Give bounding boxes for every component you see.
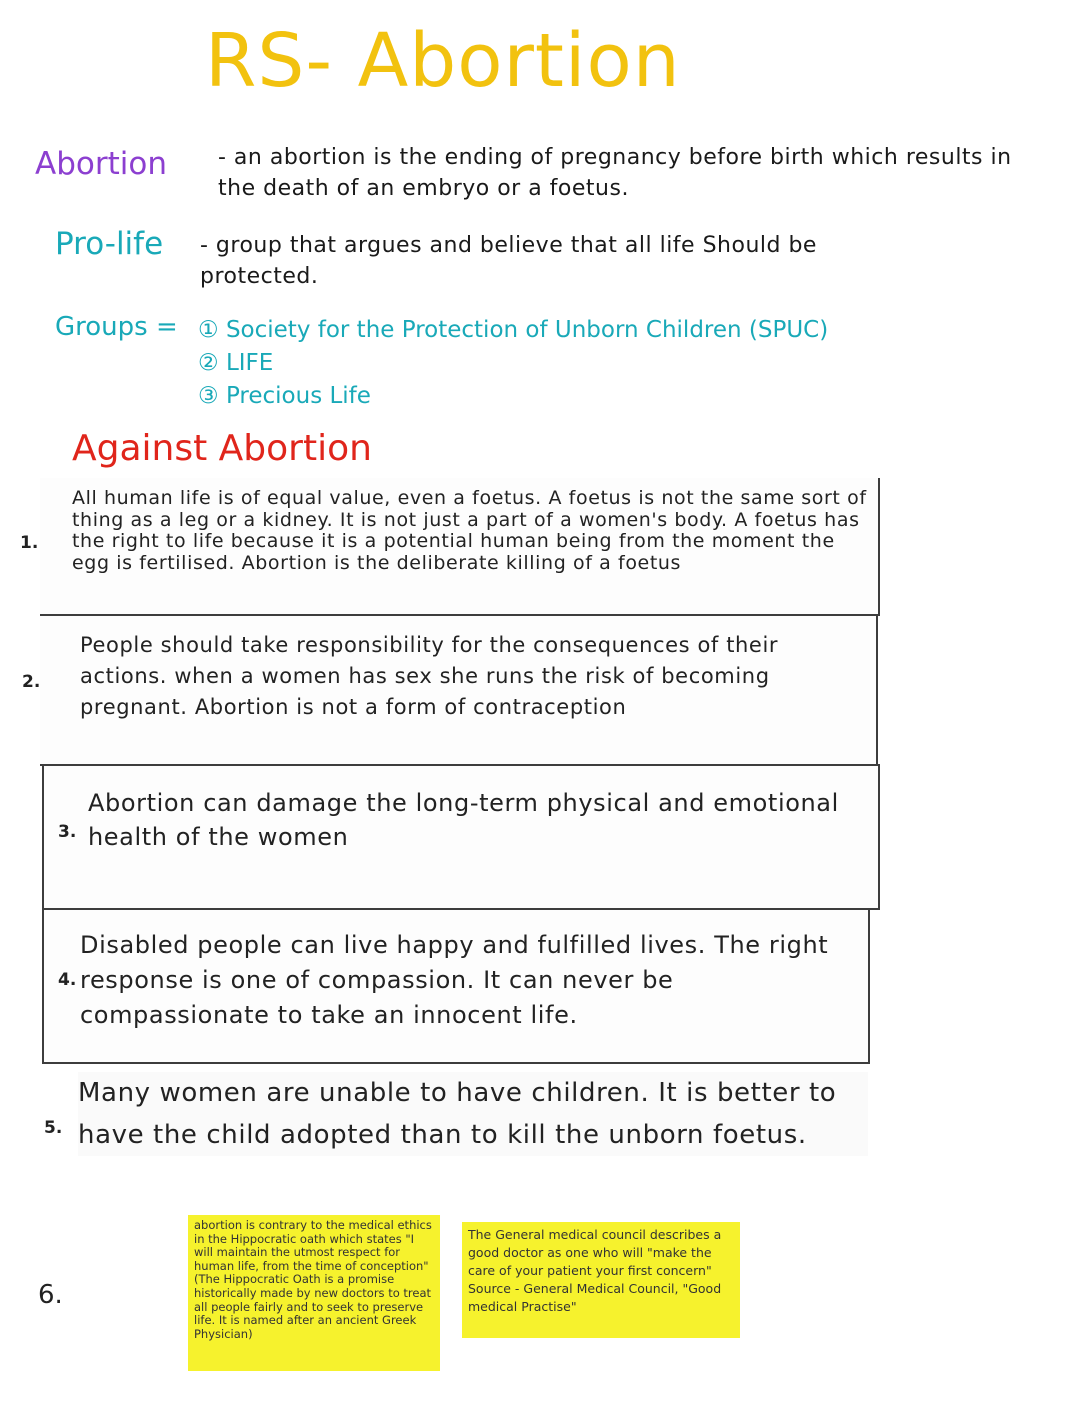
groups-list xyxy=(198,314,828,413)
pro-life-term: Pro-life xyxy=(55,226,164,262)
sticky-note-hippocratic: abortion is contrary to the medical ethics in the Hippocratic oath which states "I will maintain the utmost respect for human life, from the time of conception" (The Hippocratic Oath is a promise historically made by new doctors to treat all people fairly and to seek to preserve life. It is named after an ancient Greek Physician) xyxy=(188,1215,440,1371)
group-marker: ① xyxy=(198,317,219,343)
abortion-definition: - an abortion is the ending of pregnancy before birth which results in the death of an embryo or a foetus. xyxy=(218,145,1012,201)
argument-text: Many women are unable to have children. It is better to have the child adopted than to kill the unborn foetus. xyxy=(78,1072,868,1156)
page-title: RS- Abortion xyxy=(205,18,681,104)
argument-number: 5. xyxy=(44,1118,63,1138)
group-name: Society for the Protection of Unborn Children (SPUC) xyxy=(225,317,829,343)
argument-text: People should take responsibility for the consequences of their actions. when a women has sex she runs the risk of becoming pregnant. Abortion is not a form of contraception xyxy=(80,633,779,719)
pro-life-definition: - group that argues and believe that all life Should be protected. xyxy=(200,233,817,289)
group-name: Precious Life xyxy=(225,383,371,409)
argument-number: 1. xyxy=(20,533,39,553)
abortion-term: Abortion xyxy=(35,146,167,182)
argument-text: All human life is of equal value, even a foetus. A foetus is not the same sort of thing as a leg or a kidney. It is not just a part of a women's body. A foetus has the right to life because it is a potential human being from the moment the egg is fertilised. Abortion is the deliberate killing of a foetus xyxy=(72,487,867,574)
group-name: LIFE xyxy=(225,350,274,376)
argument-text: Disabled people can live happy and fulfilled lives. The right response is one of compassion. It can never be compassionate to take an innocent life. xyxy=(80,931,829,1029)
argument-number: 6. xyxy=(38,1280,63,1310)
against-heading: Against Abortion xyxy=(72,428,372,469)
argument-number: 3. xyxy=(58,822,77,842)
group-marker: ② xyxy=(198,350,219,376)
sticky-note-gmc: The General medical council describes a good doctor as one who will "make the care of your patient your first concern" Source - General Medical Council, "Good medical Practise" xyxy=(462,1222,740,1338)
argument-number: 2. xyxy=(22,672,41,692)
argument-text: Abortion can damage the long-term physical and emotional health of the women xyxy=(88,789,839,851)
group-item xyxy=(198,347,828,380)
group-item xyxy=(198,314,828,347)
group-item xyxy=(198,380,828,413)
argument-number: 4. xyxy=(58,970,77,990)
group-marker: ③ xyxy=(198,383,219,409)
groups-label: Groups = xyxy=(55,312,178,342)
